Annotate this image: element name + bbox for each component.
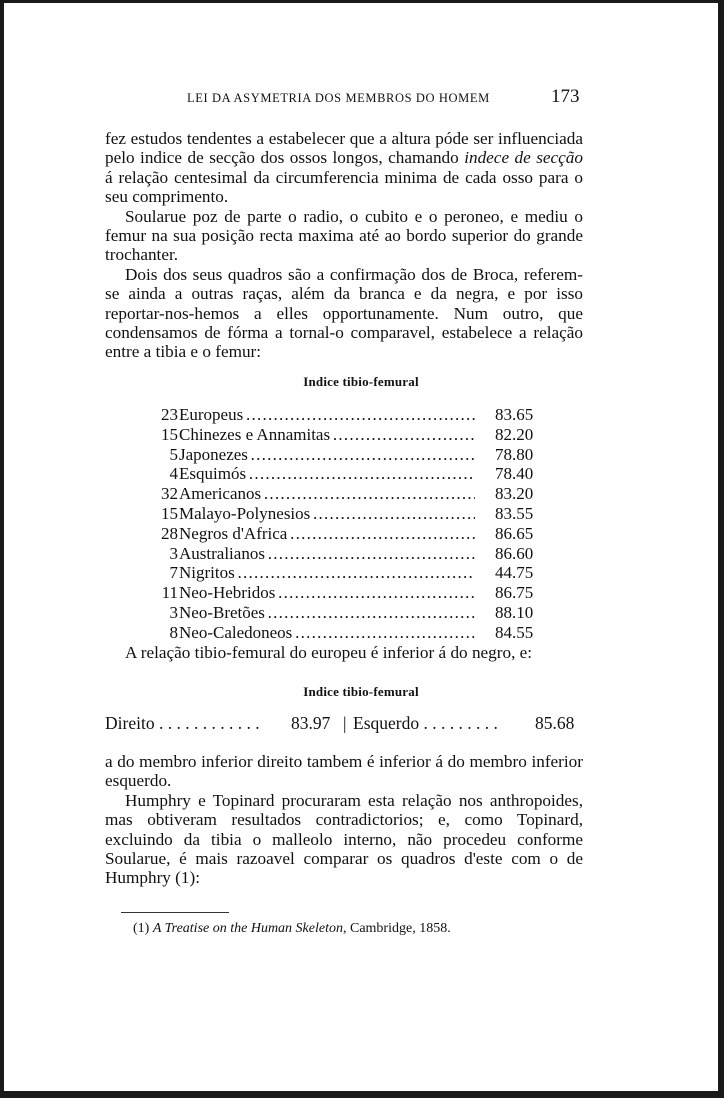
page-number: 173: [551, 86, 580, 107]
left-limb-value: 85.68: [535, 713, 575, 733]
page-header: [4, 86, 718, 111]
paragraph-1: fez estudos tendentes a estabelecer que a altura póde ser influenciada pelo indice de secção dos ossos longos, chamando indece de secção á relação centesimal da circumferencia minima de cada osso para o seu comprimento.: [105, 129, 583, 207]
paragraph-6: Humphry e Topinard procuraram esta relação nos anthropoides, mas obtiveram resultados contradictorios; e, como Topinard, excluindo da tibia o malleolo interno, não procedeu conforme Soularue, é mais razoavel comparar os quadros d'este com o de Humphry (1):: [105, 790, 583, 888]
table-row: 4 Esquimós . . . 78.40: [148, 464, 568, 484]
footnote: (1) A Treatise on the Human Skeleton, Cambridge, 1858.: [133, 921, 451, 936]
table-1-title: Indice tibio-femural: [303, 374, 419, 389]
tibio-femural-table: [148, 405, 568, 643]
footnote-book-title: A Treatise on the Human Skeleton,: [152, 921, 347, 936]
table-row: 23 Europeus . . . 83.65: [148, 405, 568, 425]
right-limb-value: 83.97: [291, 713, 331, 733]
document-page: [4, 3, 718, 1091]
right-limb-entry: Direito . . . . . . . . . . . .: [105, 713, 260, 733]
paragraph-4: A relação tibio-femural do europeu é inferior á do negro, e:: [125, 643, 533, 662]
divider-bar: |: [343, 713, 347, 733]
footnote-rule: [121, 912, 229, 913]
closing-text: [105, 752, 583, 888]
table-row: 28 Negros d'Africa . . . 86.65: [148, 524, 568, 544]
italic-term: indece de secção: [464, 148, 583, 168]
table-row: 15 Malayo-Polynesios . . . 83.55: [148, 504, 568, 524]
table-row: 15 Chinezes e Annamitas . . . 82.20: [148, 425, 568, 445]
comparison-text: [105, 643, 583, 662]
table-row: 3 Australianos . . . 86.60: [148, 544, 568, 564]
running-title: LEI DA ASYMETRIA DOS MEMBROS DO HOMEM: [187, 91, 490, 105]
table-2-title: Indice tibio-femural: [303, 684, 419, 699]
left-limb-entry: Esquerdo . . . . . . . . .: [353, 713, 498, 733]
paragraph-2: Soularue poz de parte o radio, o cubito e o peroneo, e mediu o femur na sua posição recta maxima até ao bordo superior do grande trochanter.: [105, 206, 583, 265]
intro-text: [105, 129, 583, 362]
paragraph-3: Dois dos seus quadros são a confirmação dos de Broca, referem-se ainda a outras raças, além da branca e da negra, e por isso reportar-nos-hemos a elles opportunamente. Num outro, que condensamos de fórma a tornal-o comparavel, estabelece a relação entre a tibia e o femur:: [105, 264, 583, 362]
table-row: 11 Neo-Hebridos . . . 86.75: [148, 583, 568, 603]
table-row: 7 Nigritos . . . 44.75: [148, 563, 568, 583]
paragraph-5: a do membro inferior direito tambem é inferior á do membro inferior esquerdo.: [105, 752, 583, 791]
table-row: 3 Neo-Bretões . . . 88.10: [148, 603, 568, 623]
table-row: 32 Americanos . . . 83.20: [148, 484, 568, 504]
table-row: 5 Japonezes . . . 78.80: [148, 445, 568, 465]
table-row: 8 Neo-Caledoneos . . . 84.55: [148, 623, 568, 643]
